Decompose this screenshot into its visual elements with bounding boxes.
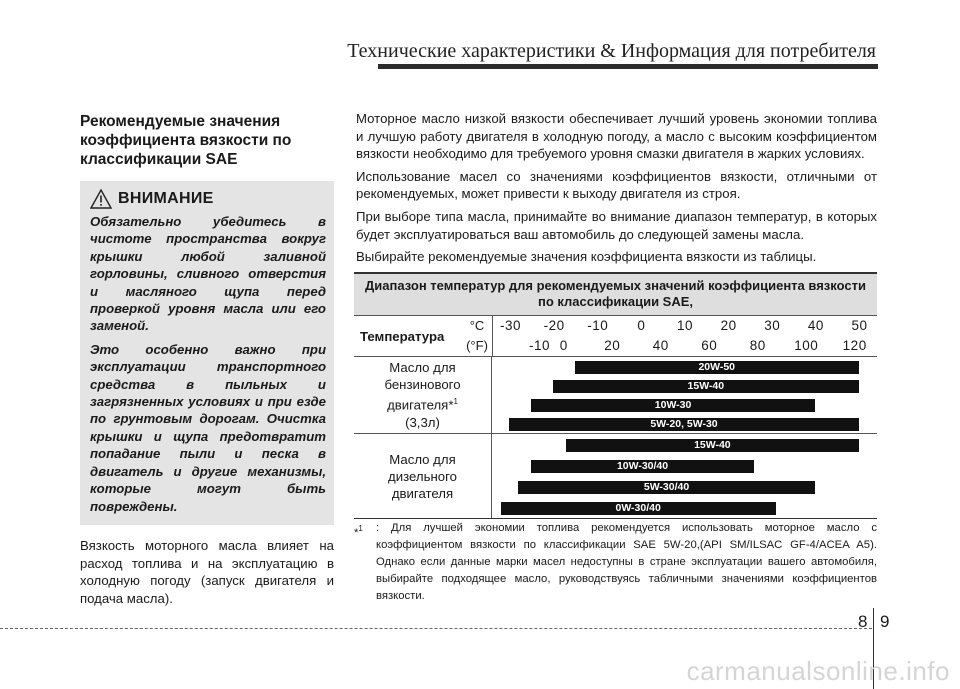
gasoline-label-line-2: бензинового	[384, 377, 461, 393]
footnote	[354, 520, 877, 605]
diesel-bar: 10W-30/40	[531, 460, 754, 473]
gasoline-label-line-3	[384, 393, 460, 413]
diesel-bars	[492, 434, 877, 518]
gasoline-label-text: двигателя*	[387, 397, 454, 413]
fahrenheit-tick-label: 40	[652, 338, 669, 353]
gasoline-oil-group	[354, 357, 877, 434]
gasoline-oil-label	[354, 357, 492, 433]
diesel-label-line-3: двигателя	[391, 485, 454, 501]
celsius-scale	[493, 316, 877, 336]
unit-fahrenheit: (°F)	[466, 338, 488, 353]
footnote-number: 1	[358, 524, 363, 533]
gasoline-bars	[492, 357, 877, 433]
diesel-bar: 15W-40	[566, 439, 858, 452]
fahrenheit-tick-label: -10	[529, 338, 551, 353]
diesel-label-line-2: дизельного	[388, 468, 457, 484]
gasoline-label-line-1: Масло для	[389, 360, 456, 376]
celsius-tick-label: 50	[851, 318, 868, 333]
celsius-tick-label: 40	[807, 318, 824, 333]
diesel-bar: 5W-30/40	[518, 481, 815, 494]
header-rule	[378, 64, 878, 69]
warning-title: ВНИМАНИЕ	[118, 190, 214, 207]
footnote-ref: 1	[453, 397, 458, 407]
page-number: 9	[880, 612, 890, 631]
unit-celsius: °C	[469, 318, 485, 333]
celsius-tick-label: 30	[764, 318, 781, 333]
body-paragraph-4: Выбирайте рекомендуемые значения коэффициента вязкости из таблицы.	[356, 249, 817, 265]
celsius-tick-label: 20	[720, 318, 737, 333]
header-title: Технические характеристики & Информация для потребителя	[347, 40, 876, 62]
temperature-units	[462, 316, 492, 356]
fahrenheit-tick-label: 100	[794, 338, 819, 353]
diesel-bar: 0W-30/40	[501, 502, 776, 515]
page-number-chapter: 8	[858, 612, 868, 631]
fahrenheit-tick-label: 80	[749, 338, 766, 353]
diesel-oil-label	[354, 434, 492, 518]
warning-text-1: Обязательно убедитесь в чистоте пространства вокруг крышки любой заливной горловины, сливного отверстия и масляного щупа перед проверкой уровня масла или его заменой.	[90, 214, 326, 334]
right-column	[356, 110, 877, 271]
fahrenheit-tick-label: 60	[701, 338, 718, 353]
gasoline-bar: 20W-50	[575, 361, 859, 374]
celsius-tick-label: -10	[587, 318, 609, 333]
fahrenheit-scale	[493, 336, 877, 356]
body-paragraph-3: При выборе типа масла, принимайте во внимание диапазон температур, в которых будет эксплуатироваться ваш автомобиль до следующей замены масла.	[356, 208, 877, 242]
celsius-tick-label: -20	[543, 318, 565, 333]
celsius-tick-label: 0	[637, 318, 646, 333]
viscosity-note: Вязкость моторного масла влияет на расход топлива и на эксплуатацию в холодную погоду (запуск двигателя и подача масла).	[80, 537, 334, 606]
gasoline-bar: 15W-40	[553, 380, 858, 393]
celsius-tick-label: -30	[499, 318, 521, 333]
diesel-label-line-1: Масло для	[389, 451, 456, 467]
fahrenheit-tick-label: 20	[604, 338, 621, 353]
gasoline-bar: 10W-30	[531, 399, 815, 412]
fahrenheit-tick-label: 0	[559, 338, 568, 353]
gasoline-bar: 5W-20, 5W-30	[509, 418, 858, 431]
body-paragraph-1: Моторное масло низкой вязкости обеспечивает лучший уровень экономии топлива и лучшую работу двигателя в холодную погоду, а масло с высоким коэффициентом вязкости необходимо для требуемого уровня смазки двигателя в жарких условиях.	[356, 111, 877, 162]
gasoline-label-line-4: (3,3л)	[405, 414, 440, 430]
celsius-tick-label: 10	[676, 318, 694, 333]
footnote-mark	[354, 520, 376, 605]
footnote-star: *	[354, 526, 359, 539]
temperature-label: Температура	[360, 328, 445, 344]
warning-triangle-icon	[90, 189, 112, 209]
left-column	[80, 112, 334, 607]
body-paragraph-2: Использование масел со значениями коэффициентов вязкости, отличными от рекомендуемых, может привести к выходу двигателя из строя.	[356, 168, 877, 202]
warning-box	[80, 181, 334, 525]
table-caption: Диапазон температур для рекомендуемых значений коэффициента вязкости по классификации SAE,	[354, 274, 877, 316]
temperature-row	[354, 316, 877, 357]
viscosity-table	[354, 272, 877, 519]
warning-text-2: Это особенно важно при эксплуатации транспортного средства в пыльных и загрязненных условиях и при езде по грунтовым дорогам. Очистка крышки и щупа предотвратит попадание пыли и песка в двигатель и другие механизмы, которые могут быть повреждены.	[90, 341, 326, 514]
temperature-scale	[492, 316, 877, 356]
section-title: Рекомендуемые значения коэффициента вязкости по классификации SAE	[80, 113, 292, 168]
diesel-oil-group	[354, 434, 877, 518]
watermark-text: carmanualsonline.info	[686, 656, 950, 686]
bottom-rule	[0, 628, 872, 629]
fahrenheit-tick-label: 120	[842, 338, 867, 353]
warning-header	[90, 189, 326, 209]
footnote-text: : Для лучшей экономии топлива рекомендуется использовать моторное масло с коэффициентом вязкости по классификации SAE 5W-20,(API SM/ILSAC GF-4/ACEA A5). Однако если данные марки масел недоступны в стране эксплуатации вашего автомобиля, выбирайте подходящее масло, руководствуясь табличными значениями коэффициентов вязкости.	[376, 522, 877, 602]
